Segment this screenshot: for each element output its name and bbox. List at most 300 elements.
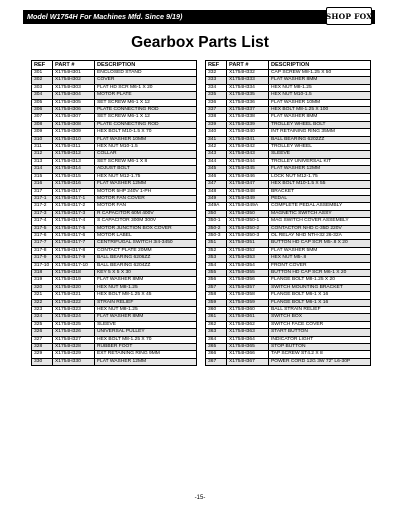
description-cell: BALL STRAIN RELIEF <box>269 307 371 314</box>
ref-cell: 317-2 <box>32 203 53 210</box>
part-number-cell: X1754H317-10 <box>53 262 95 269</box>
ref-cell: 358 <box>206 292 227 299</box>
description-cell: SLEEVE <box>95 321 197 328</box>
table-row <box>206 232 371 239</box>
ref-cell: 304 <box>32 92 53 99</box>
page-number: -15- <box>194 495 206 501</box>
description-cell: FLAT HD SCR M6-1 X 20 <box>95 84 197 91</box>
ref-cell: 360 <box>206 307 227 314</box>
table-row <box>32 255 197 262</box>
description-cell: FLAT WASHER 12MM <box>269 166 371 173</box>
table-row <box>32 262 197 269</box>
table-row <box>206 173 371 180</box>
ref-cell: 306 <box>32 107 53 114</box>
description-cell: BUTTON HD CAP SCR M5-.8 X 20 <box>269 240 371 247</box>
ref-cell: 350 <box>206 210 227 217</box>
ref-cell: 359 <box>206 299 227 306</box>
table-row <box>32 292 197 299</box>
ref-cell: 335 <box>206 92 227 99</box>
part-number-cell: X1754H329 <box>53 351 95 358</box>
table-row <box>206 321 371 328</box>
part-number-cell: X1754H322 <box>53 299 95 306</box>
ref-cell: 365 <box>206 344 227 351</box>
ref-cell: 352 <box>206 247 227 254</box>
ref-cell: 351 <box>206 240 227 247</box>
description-cell: SWITCH FACE COVER <box>269 321 371 328</box>
ref-cell: 364 <box>206 336 227 343</box>
description-cell: PEDAL <box>269 195 371 202</box>
description-cell: COLLAR <box>95 151 197 158</box>
part-number-cell: X1754H313 <box>53 158 95 165</box>
description-cell: RUBBER FOOT <box>95 344 197 351</box>
ref-cell: 307 <box>32 114 53 121</box>
part-header: PART # <box>227 61 269 70</box>
part-number-cell: X1754H321 <box>53 292 95 299</box>
description-cell: POWER CORD 12G 3W 72" L6-30P <box>269 358 371 365</box>
part-number-cell: X1754H317-3 <box>53 210 95 217</box>
table-row <box>206 84 371 91</box>
description-cell: MOTOR PLATE <box>95 92 197 99</box>
table-row <box>206 292 371 299</box>
table-row <box>206 136 371 143</box>
ref-cell: 313 <box>32 158 53 165</box>
table-row <box>32 84 197 91</box>
table-row <box>206 284 371 291</box>
description-cell: HEX NUT M10-1.5 <box>95 144 197 151</box>
table-row <box>32 121 197 128</box>
table-row <box>206 262 371 269</box>
ref-cell: 353 <box>206 255 227 262</box>
ref-cell: 314 <box>32 166 53 173</box>
ref-cell: 366 <box>206 351 227 358</box>
ref-header: REF <box>206 61 227 70</box>
table-row <box>32 269 197 276</box>
table-row <box>32 70 197 77</box>
table-row <box>32 107 197 114</box>
description-cell: HEX NUT M8-1.25 <box>269 84 371 91</box>
ref-cell: 327 <box>32 336 53 343</box>
part-number-cell: X1754H357 <box>227 284 269 291</box>
part-number-cell: X1754H317-1 <box>53 195 95 202</box>
part-number-cell: X1754H317-4 <box>53 218 95 225</box>
description-cell: KEY 5 X 5 X 30 <box>95 269 197 276</box>
description-cell: HEX NUT M5-.8 <box>269 255 371 262</box>
table-row <box>32 247 197 254</box>
part-number-cell: X1754H366 <box>227 351 269 358</box>
part-number-cell: X1754H342 <box>227 144 269 151</box>
part-number-cell: X1754H327 <box>53 336 95 343</box>
part-number-cell: X1754H349 <box>227 195 269 202</box>
table-row <box>32 173 197 180</box>
description-cell: BALL BEARING 6202ZZ <box>269 136 371 143</box>
ref-cell: 308 <box>32 121 53 128</box>
ref-cell: 367 <box>206 358 227 365</box>
part-number-cell: X1754H362 <box>227 321 269 328</box>
ref-cell: 301 <box>32 70 53 77</box>
ref-cell: 363 <box>206 329 227 336</box>
part-number-cell: X1754H314 <box>53 166 95 173</box>
description-cell: COMPLETE PEDAL ASSEMBLY <box>269 203 371 210</box>
table-row <box>32 144 197 151</box>
ref-cell: 326 <box>32 329 53 336</box>
table-row <box>206 314 371 321</box>
description-cell: SLEEVE <box>269 151 371 158</box>
ref-cell: 345 <box>206 166 227 173</box>
ref-cell: 362 <box>206 321 227 328</box>
part-number-cell: X1754H356 <box>227 277 269 284</box>
ref-header: REF <box>32 61 53 70</box>
table-row <box>206 158 371 165</box>
part-number-cell: X1754H310 <box>53 136 95 143</box>
table-row <box>206 99 371 106</box>
description-cell: FLAT WASHER 10MM <box>269 99 371 106</box>
ref-cell: 347 <box>206 181 227 188</box>
table-row <box>206 336 371 343</box>
table-row <box>206 107 371 114</box>
part-number-cell: X1754H350-1 <box>227 218 269 225</box>
table-row <box>206 225 371 232</box>
description-cell: LOCK NUT M12-1.75 <box>269 173 371 180</box>
ref-cell: 318 <box>32 269 53 276</box>
ref-cell: 317-3 <box>32 210 53 217</box>
description-cell: INT RETAINING RING 35MM <box>269 129 371 136</box>
description-cell: HEX NUT M10-1.5 <box>269 92 371 99</box>
ref-cell: 317-1 <box>32 195 53 202</box>
ref-cell: 355 <box>206 269 227 276</box>
description-cell: FRONT COVER <box>269 262 371 269</box>
ref-cell: 317-5 <box>32 225 53 232</box>
ref-cell: 329 <box>32 351 53 358</box>
table-row <box>32 99 197 106</box>
table-row <box>32 358 197 365</box>
table-row <box>206 269 371 276</box>
shop-fox-logo <box>326 7 372 25</box>
part-number-cell: X1754H363 <box>227 329 269 336</box>
description-cell: FLAT WASHER 5MM <box>269 247 371 254</box>
description-cell: SET SCREW M6-1 X 12 <box>95 99 197 106</box>
description-cell: START BUTTON <box>269 329 371 336</box>
part-number-cell: X1754H333 <box>227 77 269 84</box>
table-row <box>32 181 197 188</box>
ref-cell: 338 <box>206 114 227 121</box>
ref-cell: 317-7 <box>32 240 53 247</box>
part-number-cell: X1754H343 <box>227 151 269 158</box>
ref-cell: 317-9 <box>32 255 53 262</box>
part-number-cell: X1754H305 <box>53 99 95 106</box>
table-row <box>32 277 197 284</box>
part-number-cell: X1754H317-8 <box>53 247 95 254</box>
table-row <box>32 321 197 328</box>
ref-cell: 334 <box>206 84 227 91</box>
ref-cell: 325 <box>32 321 53 328</box>
part-number-cell: X1754H350-2 <box>227 225 269 232</box>
description-cell: TROLLEY UNIVERSAL KIT <box>269 158 371 165</box>
table-row <box>206 195 371 202</box>
table-row <box>206 203 371 210</box>
description-cell: S CAPACITOR 300M 300V <box>95 218 197 225</box>
table-row <box>32 284 197 291</box>
description-cell: EXT RETAINING RING 9MM <box>95 351 197 358</box>
description-cell: SET SCREW M6-1 X 8 <box>95 158 197 165</box>
ref-cell: 354 <box>206 262 227 269</box>
description-header: DESCRIPTION <box>95 61 197 70</box>
part-number-cell: X1754H319 <box>53 277 95 284</box>
table-row <box>32 240 197 247</box>
part-number-cell: X1754H328 <box>53 344 95 351</box>
description-cell: CENTRIFUGAL SWITCH 3/4-3450 <box>95 240 197 247</box>
table-row <box>206 299 371 306</box>
ref-cell: 311 <box>32 144 53 151</box>
part-number-cell: X1754H323 <box>53 307 95 314</box>
ref-cell: 317-6 <box>32 232 53 239</box>
part-number-cell: X1754H315 <box>53 173 95 180</box>
description-cell: MOTOR LABEL <box>95 232 197 239</box>
ref-cell: 324 <box>32 314 53 321</box>
description-cell: MOTOR FAN <box>95 203 197 210</box>
part-number-cell: X1754H336 <box>227 99 269 106</box>
table-row <box>206 188 371 195</box>
table-row <box>206 77 371 84</box>
description-cell: MOTOR JUNCTION BOX COVER <box>95 225 197 232</box>
ref-cell: 337 <box>206 107 227 114</box>
ref-cell: 330 <box>32 358 53 365</box>
part-number-cell: X1754H352 <box>227 247 269 254</box>
part-number-cell: X1754H350-3 <box>227 232 269 239</box>
part-number-cell: X1754H320 <box>53 284 95 291</box>
ref-cell: 321 <box>32 292 53 299</box>
description-cell: FLAT WASHER 8MM <box>269 114 371 121</box>
ref-cell: 350-2 <box>206 225 227 232</box>
ref-cell: 317 <box>32 188 53 195</box>
part-number-cell: X1754H301 <box>53 70 95 77</box>
part-number-cell: X1754H347 <box>227 181 269 188</box>
part-number-cell: X1754H348 <box>227 188 269 195</box>
table-row <box>206 144 371 151</box>
table-row <box>32 344 197 351</box>
table-row <box>32 210 197 217</box>
table-row <box>206 70 371 77</box>
description-cell: INDICATOR LIGHT <box>269 336 371 343</box>
ref-cell: 332 <box>206 70 227 77</box>
part-number-cell: X1754H353 <box>227 255 269 262</box>
part-number-cell: X1754H307 <box>53 114 95 121</box>
ref-cell: 333 <box>206 77 227 84</box>
table-row <box>32 166 197 173</box>
ref-cell: 340 <box>206 129 227 136</box>
part-number-cell: X1754H311 <box>53 144 95 151</box>
part-number-cell: X1754H358 <box>227 292 269 299</box>
table-row <box>32 136 197 143</box>
part-number-cell: X1754H306 <box>53 107 95 114</box>
table-row <box>32 299 197 306</box>
ref-cell: 302 <box>32 77 53 84</box>
description-cell: BRACKET <box>269 188 371 195</box>
description-cell: CAP SCREW M8-1.25 X 50 <box>269 70 371 77</box>
description-cell: R CAPACITOR 60M 400V <box>95 210 197 217</box>
ref-cell: 319 <box>32 277 53 284</box>
description-cell: ENCLOSED STAND <box>95 70 197 77</box>
table-row <box>206 329 371 336</box>
ref-cell: 315 <box>32 173 53 180</box>
ref-cell: 305 <box>32 99 53 106</box>
description-cell: STRAIN RELIEF <box>95 299 197 306</box>
part-number-cell: X1754H359 <box>227 299 269 306</box>
description-cell: FLAT WASHER 8MM <box>95 277 197 284</box>
description-cell: TROLLEY WHEEL <box>269 144 371 151</box>
description-cell: FLAT WASHER 10MM <box>95 136 197 143</box>
description-cell: MOTOR FAN COVER <box>95 195 197 202</box>
part-number-cell: X1754H330 <box>53 358 95 365</box>
description-cell: MOTOR 5HP 240V 1-PH <box>95 188 197 195</box>
part-number-cell: X1754H308 <box>53 121 95 128</box>
table-row <box>206 240 371 247</box>
part-number-cell: X1754H332 <box>227 70 269 77</box>
description-cell: CONTACT PLATE 20MM <box>95 247 197 254</box>
description-cell: ADJUST BOLT <box>95 166 197 173</box>
ref-cell: 342 <box>206 144 227 151</box>
description-cell: OL RELAY NHD NTH-32 26-32A <box>269 232 371 239</box>
part-number-cell: X1754H351 <box>227 240 269 247</box>
part-number-cell: X1754H338 <box>227 114 269 121</box>
part-number-cell: X1754H354 <box>227 262 269 269</box>
part-number-cell: X1754H337 <box>227 107 269 114</box>
ref-cell: 310 <box>32 136 53 143</box>
table-row <box>32 232 197 239</box>
ref-cell: 346 <box>206 173 227 180</box>
description-cell: FLAT WASHER 8MM <box>95 314 197 321</box>
table-row <box>206 92 371 99</box>
part-number-cell: X1754H317 <box>53 188 95 195</box>
parts-table-right <box>205 60 371 366</box>
table-row <box>206 210 371 217</box>
table-row <box>206 255 371 262</box>
table-row <box>206 129 371 136</box>
part-number-cell: X1754H339 <box>227 121 269 128</box>
part-number-cell: X1754H317-7 <box>53 240 95 247</box>
part-number-cell: X1754H317-9 <box>53 255 95 262</box>
ref-cell: 350-1 <box>206 218 227 225</box>
part-number-cell: X1754H324 <box>53 314 95 321</box>
part-number-cell: X1754H317-6 <box>53 232 95 239</box>
ref-cell: 328 <box>32 344 53 351</box>
table-row <box>32 188 197 195</box>
description-cell: HEX NUT M8-1.25 <box>95 284 197 291</box>
table-row <box>206 181 371 188</box>
table-row <box>32 158 197 165</box>
table-row <box>32 203 197 210</box>
ref-cell: 322 <box>32 299 53 306</box>
ref-cell: 349A <box>206 203 227 210</box>
parts-table-right-body <box>206 70 371 366</box>
ref-cell: 317-8 <box>32 247 53 254</box>
ref-cell: 323 <box>32 307 53 314</box>
table-row <box>32 151 197 158</box>
part-number-cell: X1754H367 <box>227 358 269 365</box>
description-cell: HEX BOLT M8-1.25 X 100 <box>269 107 371 114</box>
ref-cell: 303 <box>32 84 53 91</box>
table-row <box>32 351 197 358</box>
ref-cell: 336 <box>206 99 227 106</box>
table-row <box>206 358 371 365</box>
page-title: Gearbox Parts List <box>131 34 269 51</box>
description-cell: TAP SCREW ST4.2 X 8 <box>269 351 371 358</box>
parts-table-left <box>31 60 197 366</box>
description-cell: SWITCH BOX <box>269 314 371 321</box>
table-row <box>32 314 197 321</box>
description-cell: UNIVERSAL PULLEY <box>95 329 197 336</box>
part-number-cell: X1754H345 <box>227 166 269 173</box>
description-cell: TROLLEY WHEEL BOLT <box>269 121 371 128</box>
ref-cell: 339 <box>206 121 227 128</box>
description-header: DESCRIPTION <box>269 61 371 70</box>
part-number-cell: X1754H364 <box>227 336 269 343</box>
model-label: Model W1754H For Machines Mfd. Since 9/19) <box>27 12 183 21</box>
part-number-cell: X1754H355 <box>227 269 269 276</box>
description-cell: STOP BUTTON <box>269 344 371 351</box>
description-cell: BALL BEARING 6206ZZ <box>95 255 197 262</box>
description-cell: CONTACTOR NHD C-35D 220V <box>269 225 371 232</box>
table-row <box>206 166 371 173</box>
table-row <box>206 114 371 121</box>
part-number-cell: X1754H326 <box>53 329 95 336</box>
part-number-cell: X1754H325 <box>53 321 95 328</box>
table-row <box>32 336 197 343</box>
description-cell: BALL BEARING 6204ZZ <box>95 262 197 269</box>
table-header-row <box>32 61 197 70</box>
table-row <box>32 129 197 136</box>
part-number-cell: X1754H303 <box>53 84 95 91</box>
parts-table-left-body <box>32 70 197 366</box>
part-number-cell: X1754H317-2 <box>53 203 95 210</box>
part-number-cell: X1754H360 <box>227 307 269 314</box>
description-cell: SET SCREW M6-1 X 12 <box>95 114 197 121</box>
part-number-cell: X1754H335 <box>227 92 269 99</box>
part-number-cell: X1754H318 <box>53 269 95 276</box>
table-row <box>206 151 371 158</box>
table-row <box>32 329 197 336</box>
part-number-cell: X1754H349A <box>227 203 269 210</box>
ref-cell: 317-4 <box>32 218 53 225</box>
logo-text: SHOP FOX <box>325 11 373 21</box>
description-cell: SWITCH MOUNTING BRACKET <box>269 284 371 291</box>
description-cell: BUTTON HD CAP SCR M6-1 X 20 <box>269 269 371 276</box>
description-cell: FLANGE BOLT M8-1.25 X 20 <box>269 277 371 284</box>
description-cell: PLATE CONNECTING ROD <box>95 121 197 128</box>
description-cell: PLATE CONNECTING ROD <box>95 107 197 114</box>
part-header: PART # <box>53 61 95 70</box>
part-number-cell: X1754H334 <box>227 84 269 91</box>
part-number-cell: X1754H304 <box>53 92 95 99</box>
description-cell: HEX NUT M12-1.75 <box>95 173 197 180</box>
description-cell: FLAT WASHER 12MM <box>95 358 197 365</box>
table-row <box>206 277 371 284</box>
table-row <box>32 114 197 121</box>
part-number-cell: X1754H365 <box>227 344 269 351</box>
description-cell: MAGNETIC SWITCH ASSY <box>269 210 371 217</box>
ref-cell: 357 <box>206 284 227 291</box>
table-row <box>32 307 197 314</box>
table-row <box>206 121 371 128</box>
ref-cell: 344 <box>206 158 227 165</box>
description-cell: HEX BOLT M10-1.5 X 55 <box>269 181 371 188</box>
table-row <box>32 195 197 202</box>
part-number-cell: X1754H309 <box>53 129 95 136</box>
description-cell: HEX BOLT M8-1.25 X 70 <box>95 336 197 343</box>
ref-cell: 320 <box>32 284 53 291</box>
table-row <box>32 92 197 99</box>
ref-cell: 350-3 <box>206 232 227 239</box>
part-number-cell: X1754H302 <box>53 77 95 84</box>
